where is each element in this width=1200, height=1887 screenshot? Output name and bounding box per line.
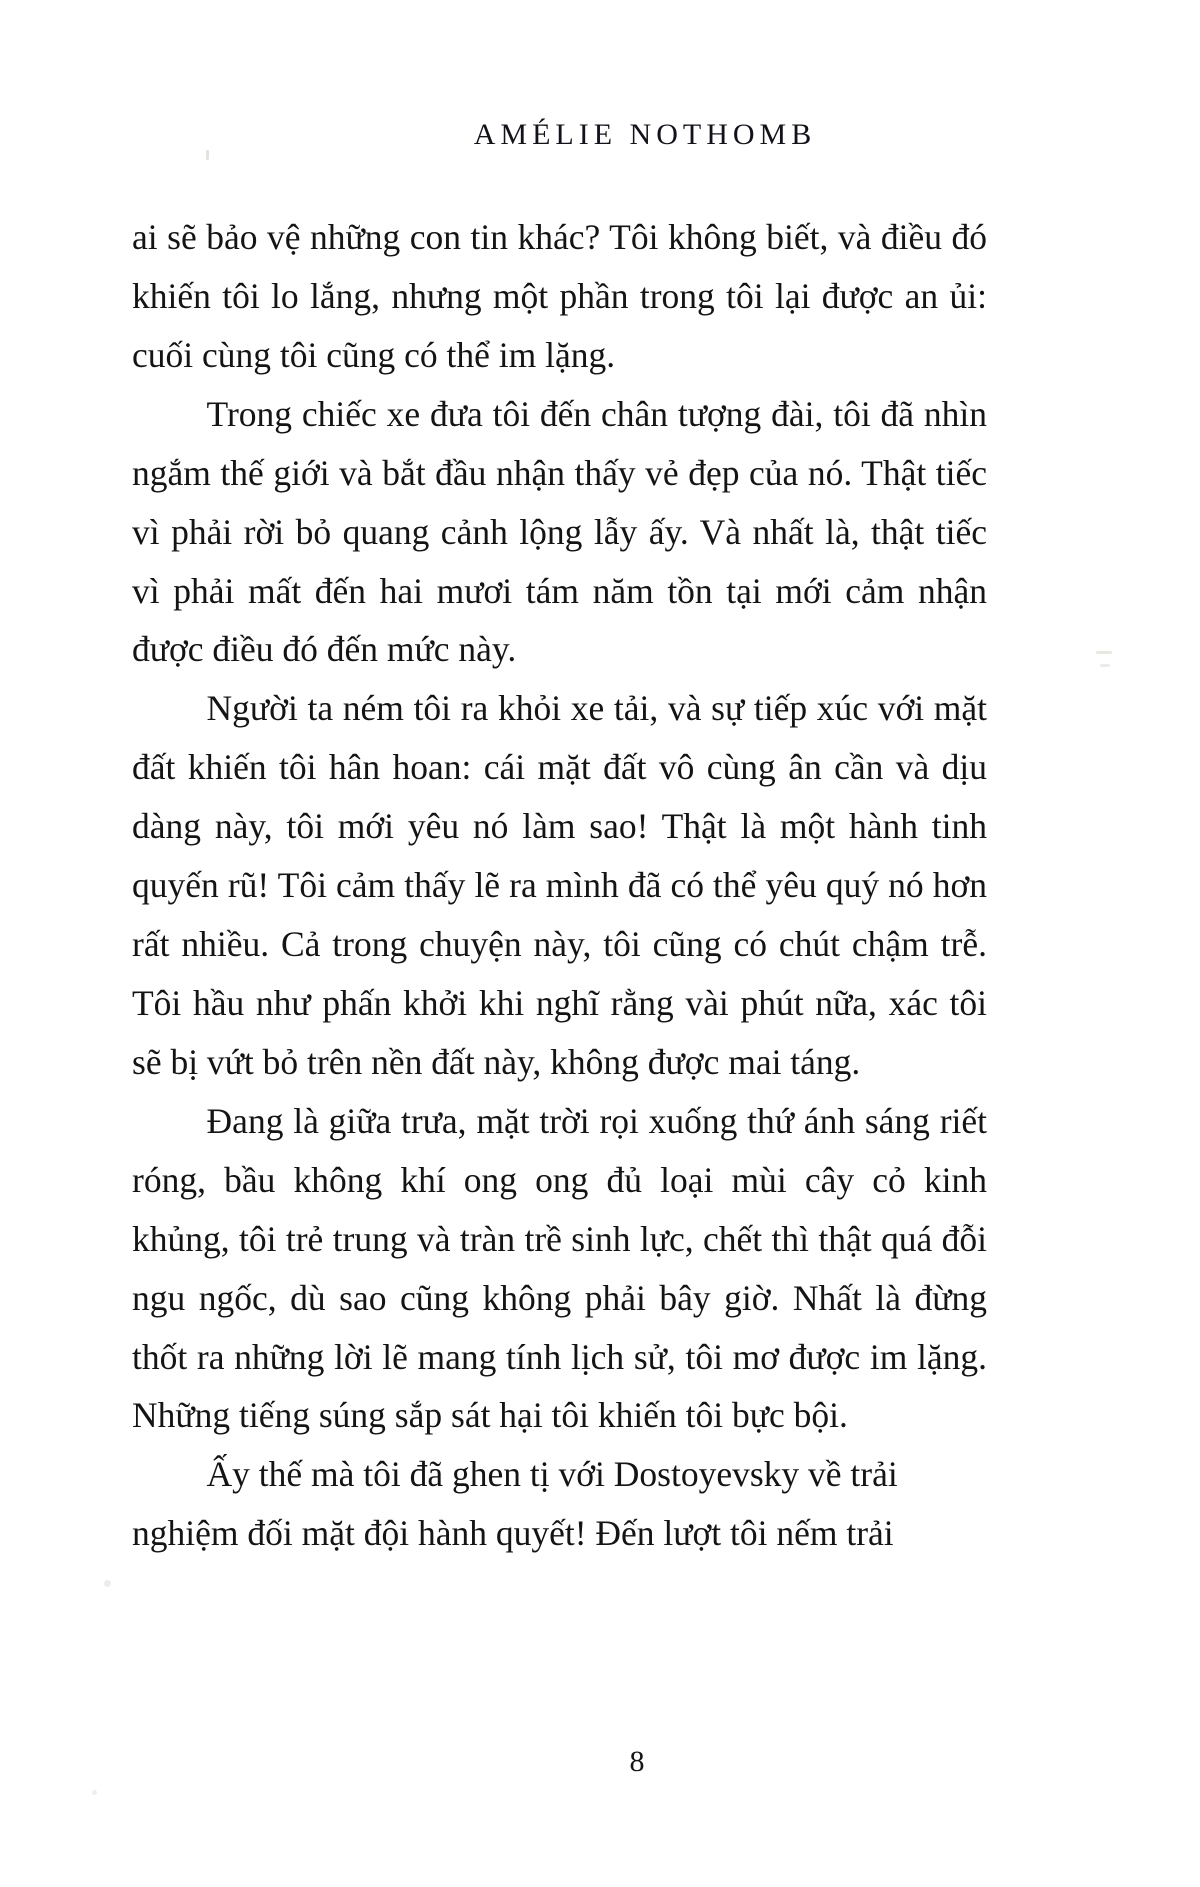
paragraph: ai sẽ bảo vệ những con tin khác? Tôi không biết, và điều đó khiến tôi lo lắng, nhưng một phần trong tôi lại được an ủi: cuối cùng tôi cũng có thể im lặng. [132,217,987,375]
paragraph: Đang là giữa trưa, mặt trời rọi xuống thứ ánh sáng riết róng, bầu không khí ong ong đủ loại mùi cây cỏ kinh khủng, tôi trẻ trung và tràn trề sinh lực, chết thì thật quá đỗi ngu ngốc, dù sao cũng không phải bây giờ. Nhất là đừng thốt ra những lời lẽ mang tính lịch sử, tôi mơ được im lặng. Những tiếng súng sắp sát hại tôi khiến tôi bực bội. [132,1100,987,1436]
running-head-author: AMÉLIE NOTHOMB [473,118,817,151]
page-number: 8 [629,1745,645,1778]
paragraph: Trong chiếc xe đưa tôi đến chân tượng đài, tôi đã nhìn ngắm thế giới và bắt đầu nhận thấy vẻ đẹp của nó. Thật tiếc vì phải rời bỏ quang cảnh lộng lẫy ấy. Và nhất là, thật tiếc vì phải mất đến hai mươi tám năm tồn tại mới cảm nhận được điều đó đến mức này. [132,393,987,670]
paragraph: Ấy thế mà tôi đã ghen tị với Dostoyevsky về trải nghiệm đối mặt đội hành quyết! Đến lượt tôi nếm trải [132,1454,898,1554]
page-artifact-speck [92,1790,97,1795]
page-artifact-speck [104,1580,111,1587]
paragraph: Người ta ném tôi ra khỏi xe tải, và sự tiếp xúc với mặt đất khiến tôi hân hoan: cái mặt đất vô cùng ân cần và dịu dàng này, tôi mới yêu nó làm sao! Thật là một hành tinh quyến rũ! Tôi cảm thấy lẽ ra mình đã có thể yêu quý nó hơn rất nhiều. Cả trong chuyện này, tôi cũng có chút chậm trễ. Tôi hầu như phấn khởi khi nghĩ rằng vài phút nữa, xác tôi sẽ bị vứt bỏ trên nền đất này, không được mai táng. [132,688,987,1082]
page-content [132,100,1160,1778]
body-text [132,208,987,1563]
